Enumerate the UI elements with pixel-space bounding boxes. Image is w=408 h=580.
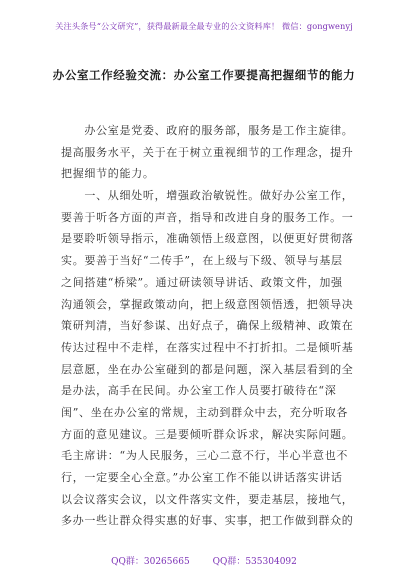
body-line: 要善于听各方面的声音，指导和改进自身的服务工作。一 — [61, 210, 353, 224]
body-line: 把握细节的能力。 — [61, 167, 155, 181]
body-line: 多办一些让群众得实惠的好事、实事，把工作做到群众的 — [61, 514, 353, 528]
body-line: 方面的意见建议。三是要倾听群众诉求，解决实际问题。 — [61, 427, 353, 441]
body-line: 是要聆听领导指示，准确领悟上级意图，以便更好贯彻落 — [61, 232, 353, 246]
body-line: 传达过程中不走样，在落实过程中不打折扣。二是倾听基 — [61, 340, 353, 354]
body-line: 是办法，高手在民间。办公室工作人员要打破待在“深 — [61, 384, 337, 398]
promo-banner: 关注头条号“公文研究”，获得最新最全最专业的公文资料库！ 微信：gongwenyj — [55, 21, 353, 31]
body-line: 毛主席讲：“为人民服务，三心二意不行，半心半意也不 — [61, 449, 349, 463]
qq-group-2: QQ群：535304092 — [212, 557, 297, 567]
body-line: 办公室是党委、政府的服务部，服务是工作主旋律。 — [61, 124, 353, 137]
body-line: 行，一定要全心全意。”办公室工作不能以讲话落实讲话 — [61, 471, 343, 484]
body-line: 层意愿，坐在办公室碰到的都是问题，深入基层看到的全 — [61, 362, 353, 376]
body-line: 策研判清，当好参谋、出好点子，确保上级精神、政策在 — [61, 319, 353, 333]
document-title: 办公室工作经验交流：办公室工作要提高把握细节的能力 — [52, 68, 356, 82]
body-line: 之间搭建“桥梁”。通过研读领导讲话、政策文件，加强 — [61, 275, 343, 289]
body-line: 实。要善于当好“二传手”，在上级与下级、领导与基层 — [61, 254, 343, 268]
body-line: 闺”、坐在办公室的常规，主动到群众中去，充分听取各 — [61, 405, 349, 419]
footer-contacts — [0, 554, 408, 567]
body-line: 以会议落实会议，以文件落实文件，要走基层，接地气， — [61, 492, 353, 506]
qq-group-1: QQ群：30265665 — [111, 557, 190, 567]
body-line: 沟通领会，掌握政策动向，把上级意图领悟透，把领导决 — [61, 297, 353, 311]
document-body — [61, 120, 353, 532]
body-line: 提高服务水平，关于在于树立重视细节的工作理念，提升 — [61, 145, 353, 159]
body-line: 一、从细处听，增强政治敏锐性。做好办公室工作， — [61, 189, 353, 203]
